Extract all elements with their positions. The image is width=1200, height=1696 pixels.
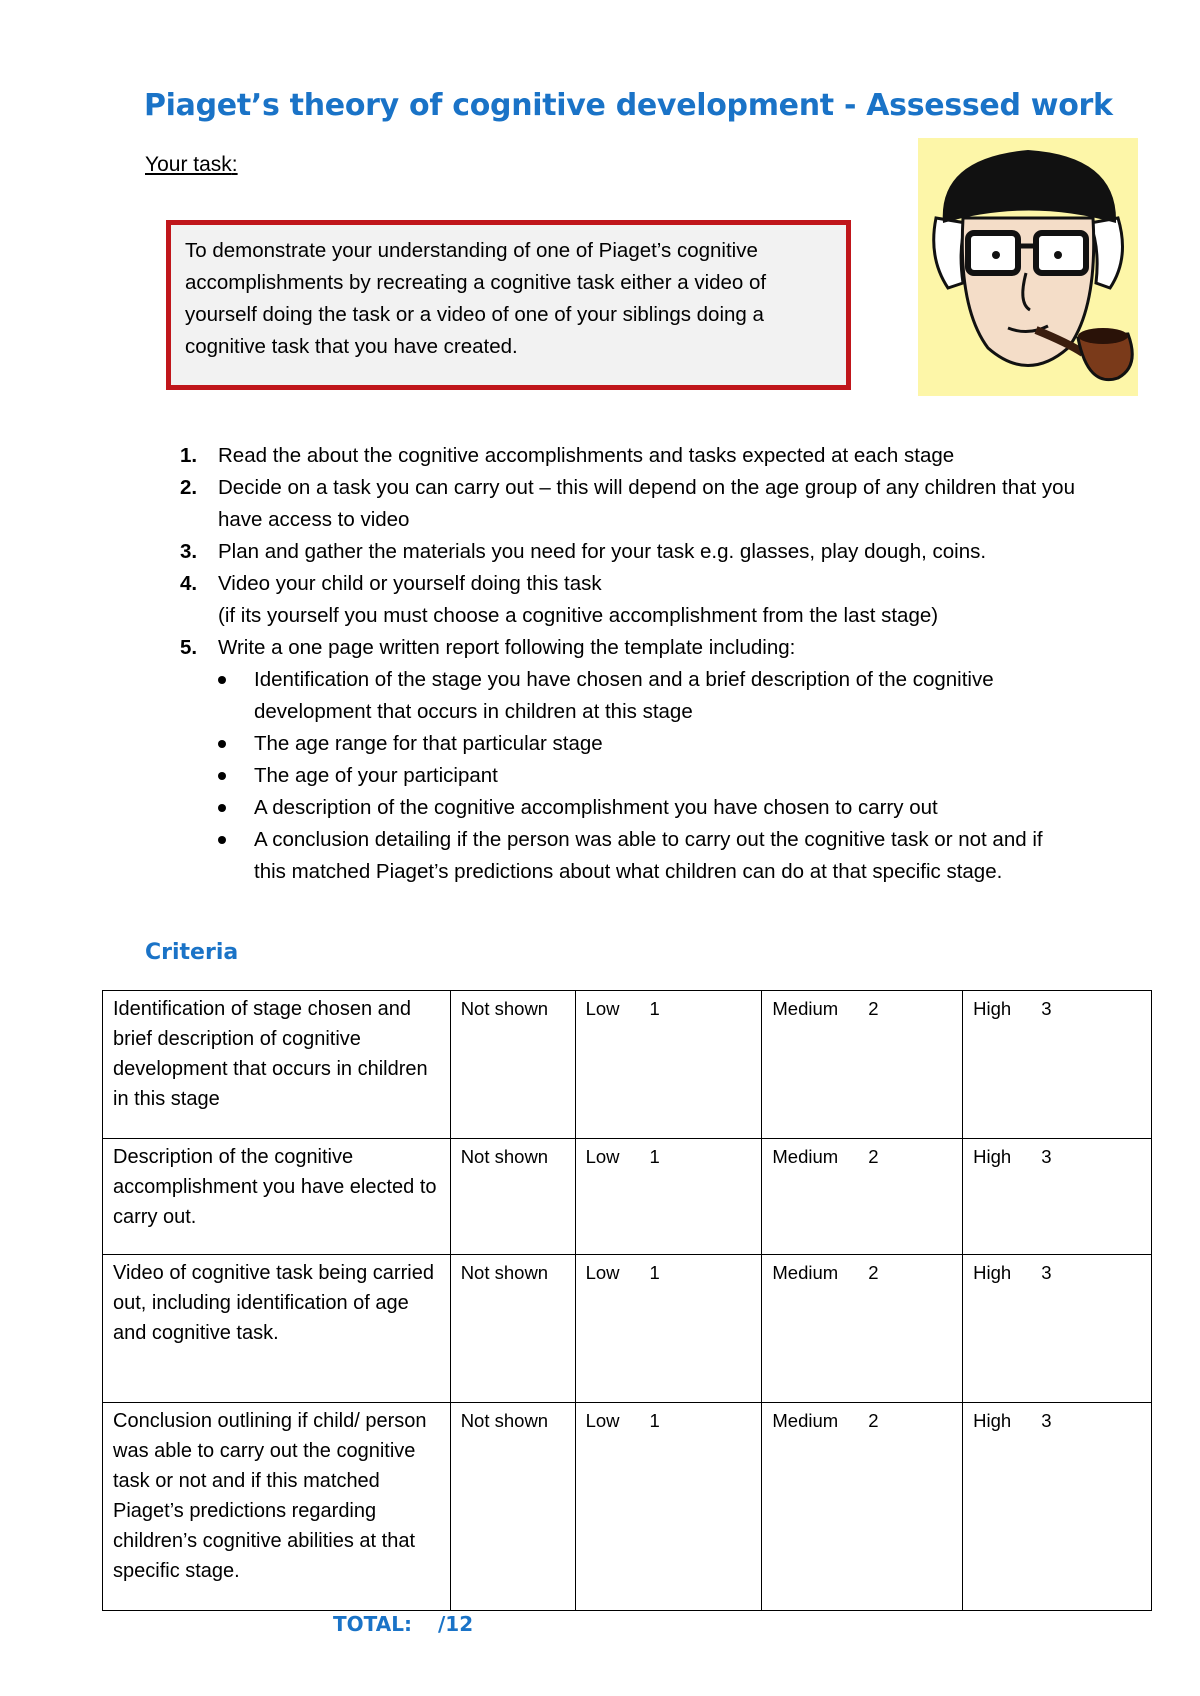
criterion-cell: Description of the cognitive accomplishment you have elected to carry out. bbox=[103, 1139, 451, 1255]
table-row bbox=[103, 1255, 1152, 1403]
task-description-box: To demonstrate your understanding of one of Piaget’s cognitive accomplishments by recreating a cognitive task either a video of yourself doing the task or a video of one of your siblings doing a cognitive task that you have created. bbox=[166, 220, 851, 390]
step-item: 1. Read the about the cognitive accomplishments and tasks expected at each stage bbox=[180, 444, 955, 467]
task-steps-list bbox=[180, 440, 1080, 888]
total-label: TOTAL: bbox=[333, 1612, 412, 1636]
high-cell: High 3 bbox=[963, 1139, 1152, 1255]
medium-cell: Medium 2 bbox=[762, 1139, 963, 1255]
task-label-text: Your task bbox=[145, 153, 232, 176]
not-shown-cell: Not shown bbox=[450, 1139, 575, 1255]
step-item: 5. Write a one page written report following the template including: Identification of the stage you have chosen and a brief description of the cognitive development that occurs in children at this stage The age range for that particular stage The age of your participant A description of the cognitive accomplishment you have chosen to carry out A conclusion detailing if the person was able to carry out the cognitive task or not and if this matched Piaget’s predictions about what children can do at that specific stage. bbox=[180, 632, 1080, 888]
report-item: The age range for that particular stage bbox=[218, 728, 1080, 760]
report-item: The age of your participant bbox=[218, 760, 1080, 792]
high-cell: High 3 bbox=[963, 1403, 1152, 1611]
report-item: A description of the cognitive accomplishment you have chosen to carry out bbox=[218, 792, 1080, 824]
table-row bbox=[103, 991, 1152, 1139]
low-cell: Low 1 bbox=[575, 991, 762, 1139]
medium-cell: Medium 2 bbox=[762, 1403, 963, 1611]
report-items-list bbox=[218, 664, 1080, 888]
low-cell: Low 1 bbox=[575, 1403, 762, 1611]
report-item: Identification of the stage you have chosen and a brief description of the cognitive development that occurs in children at this stage bbox=[218, 664, 1080, 728]
total-max: /12 bbox=[437, 1612, 474, 1636]
criterion-cell: Conclusion outlining if child/ person was able to carry out the cognitive task or not and if this matched Piaget’s predictions regarding children’s cognitive abilities at that specific stage. bbox=[103, 1403, 451, 1611]
not-shown-cell: Not shown bbox=[450, 1403, 575, 1611]
not-shown-cell: Not shown bbox=[450, 1255, 575, 1403]
table-row bbox=[103, 1403, 1152, 1611]
criterion-cell: Video of cognitive task being carried out, including identification of age and cognitive task. bbox=[103, 1255, 451, 1403]
medium-cell: Medium 2 bbox=[762, 991, 963, 1139]
medium-cell: Medium 2 bbox=[762, 1255, 963, 1403]
table-row bbox=[103, 1139, 1152, 1255]
high-cell: High 3 bbox=[963, 1255, 1152, 1403]
criteria-heading: Criteria bbox=[145, 940, 239, 965]
low-cell: Low 1 bbox=[575, 1139, 762, 1255]
high-cell: High 3 bbox=[963, 991, 1152, 1139]
piaget-portrait-image bbox=[918, 138, 1138, 396]
task-label: Your task: bbox=[145, 153, 238, 176]
total-score bbox=[333, 1612, 473, 1636]
not-shown-cell: Not shown bbox=[450, 991, 575, 1139]
report-item: A conclusion detailing if the person was able to carry out the cognitive task or not and if this matched Piaget’s predictions about what children can do at that specific stage. bbox=[218, 824, 1080, 888]
step-note: (if its yourself you must choose a cognitive accomplishment from the last stage) bbox=[218, 604, 939, 627]
step-item: 3. Plan and gather the materials you need for your task e.g. glasses, play dough, coins. bbox=[180, 540, 987, 563]
low-cell: Low 1 bbox=[575, 1255, 762, 1403]
step-item: 2. Decide on a task you can carry out – this will depend on the age group of any children that you have access to video bbox=[180, 476, 1075, 531]
step-item: 4. Video your child or yourself doing this task (if its yourself you must choose a cognitive accomplishment from the last stage) bbox=[180, 572, 939, 627]
page-title: Piaget’s theory of cognitive development - Assessed work bbox=[144, 88, 1113, 123]
criteria-table bbox=[102, 990, 1152, 1611]
criterion-cell: Identification of stage chosen and brief description of cognitive development that occurs in children in this stage bbox=[103, 991, 451, 1139]
